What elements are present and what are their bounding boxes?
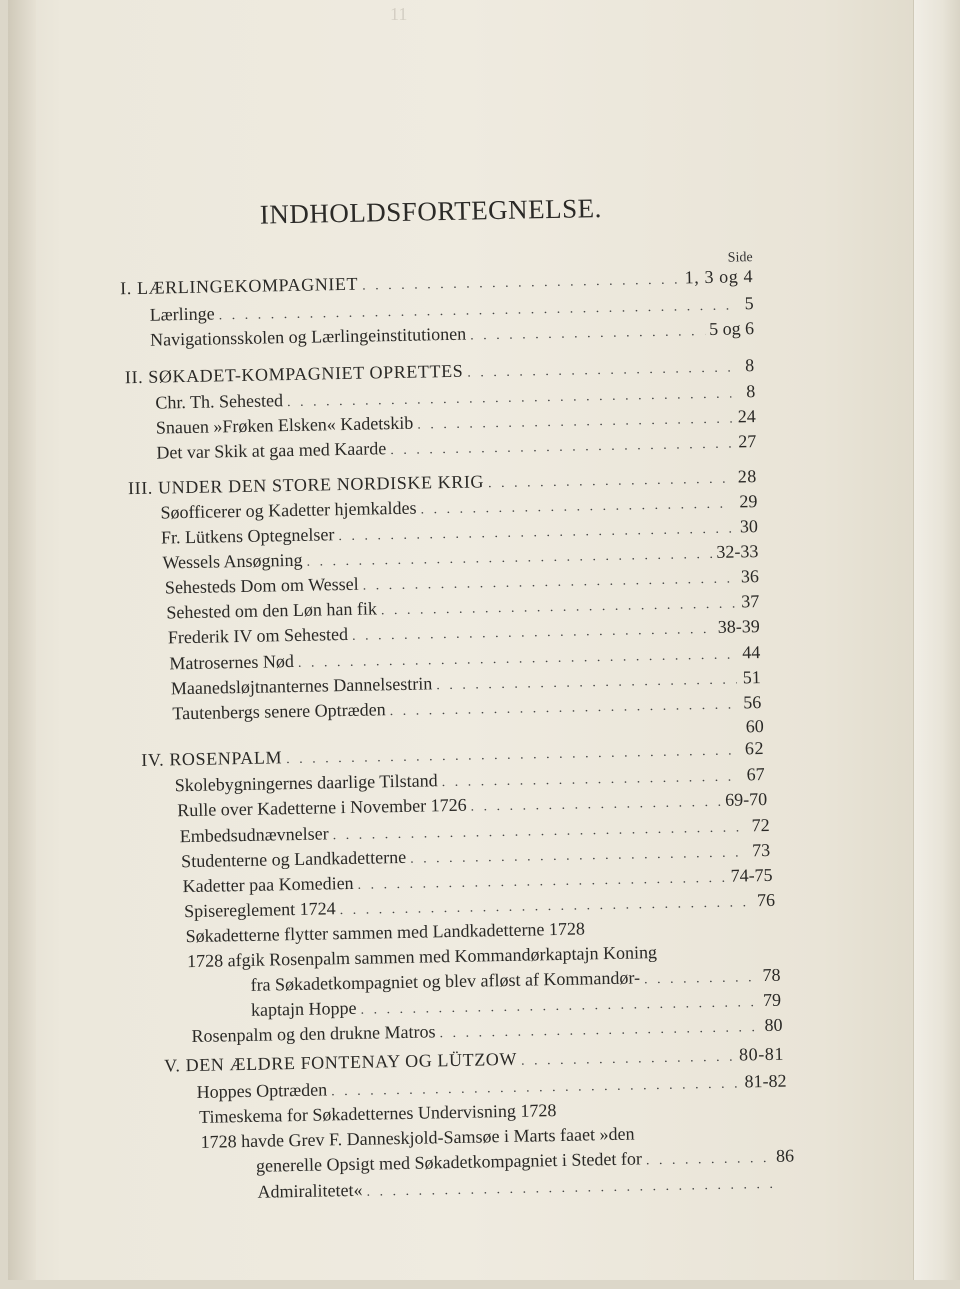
chapter-number: V. [164,1055,181,1075]
entry-label: Timeskema for Søkadetternes Undervisning 1728 [199,1100,557,1128]
leader-dots [560,1112,765,1116]
entry-label: Chr. Th. Sehested [155,390,283,413]
leader-dots [467,361,731,382]
entry-label: LÆRLINGEKOMPAGNIET [137,274,358,298]
entry-page: 27 [736,431,756,452]
entry-label: Admiralitetet« [257,1180,362,1203]
leader-dots [390,437,732,460]
entry-page: 8 [735,381,755,402]
entry-page: 38-39 [718,616,760,638]
leader-dots [366,1177,773,1201]
entry-label: Sehested om den Løn han fik [166,598,377,623]
entry-page: 37 [739,591,759,612]
entry-label: Lærlinge [150,303,215,325]
entry-page: 51 [741,667,761,688]
leader-dots [417,412,732,434]
leader-dots [360,995,757,1019]
leader-dots [661,956,753,958]
chapter-number: IV. [141,750,164,770]
entry-page: 30 [738,516,758,537]
leader-dots [521,1050,735,1070]
entry-page: 29 [737,491,757,512]
leader-dots [470,795,721,816]
entry-label: Rosenpalm og den drukne Matros [191,1021,435,1047]
leader-dots [439,1020,758,1042]
leader-dots [488,472,733,493]
entry-label: ROSENPALM [169,747,282,769]
leader-dots [644,970,757,988]
entry-page: 28 [737,466,757,487]
entry-label: SØKADET-KOMPAGNIET OPRETTES [148,361,463,387]
leader-dots [381,597,736,620]
leader-dots [639,1137,767,1139]
entry-page: 74-75 [730,865,772,887]
entry-page: 44 [740,642,760,663]
bleed-through-page-number: 11 [390,4,407,25]
leader-dots [442,769,741,791]
entry-label: Spisereglement 1724 [184,898,336,922]
entry-page: 32-33 [716,541,758,563]
entry-label: 1728 havde Grev F. Danneskjold-Samsøe i Marts faaet »den [200,1124,634,1153]
entry-label: Frederik IV om Sehested [168,624,349,648]
entry-label: Rulle over Kadetterne i November 1726 [177,795,467,822]
entry-page: 73 [750,840,770,861]
entry-page: 56 [741,692,761,713]
entry-label: Kadetter paa Komedien [182,873,353,897]
leader-dots [470,324,705,345]
entry-page: 81-82 [744,1071,786,1093]
entry-page: 8 [735,355,755,376]
leader-dots [338,522,734,546]
entry-page: 62 [744,738,764,759]
entry-label: Studenterne og Landkadetterne [181,847,406,872]
leader-dots [286,743,740,768]
entry-label: Søkadetterne flytter sammen med Landkadetterne 1728 [185,918,585,947]
entry-label: Det var Skik at gaa med Kaarde [156,438,386,463]
entry-page: 76 [755,890,775,911]
entry-page: 67 [744,764,764,785]
page-column-header: Side [728,250,753,266]
entry-label: Tautenbergs senere Optræden [172,699,386,724]
entry-label: Navigationsskolen og Lærlingeinstitutionen [150,324,466,351]
entry-page: 5 og 6 [709,318,754,340]
leader-dots [420,497,733,519]
entry-label: Sehesteds Dom om Wessel [165,574,359,599]
entry-page: 60 [744,716,764,737]
leader-dots [646,1151,770,1169]
entry-page: 80 [762,1015,782,1036]
entry-label: UNDER DEN STORE NORDISKE KRIG [158,471,484,497]
entry-label: kaptajn Hoppe [251,998,357,1021]
page-title: INDHOLDSFORTEGNELSE. [260,193,603,231]
chapter-number: III. [128,478,153,498]
leader-dots [589,931,752,934]
entry-page: 69-70 [725,789,767,811]
leader-dots [352,622,714,645]
entry-label: Snauen »Frøken Elsken« Kadetskib [156,413,414,439]
entry-page: 5 [733,293,753,314]
chapter-number: II. [125,367,144,387]
entry-page: 36 [739,566,759,587]
entry-label: Søofficerer og Kadetter hjemkaldes [160,498,416,524]
entry-page: 72 [749,815,769,836]
leader-dots [357,871,726,894]
entry-page: 79 [761,990,781,1011]
entry-page: 24 [736,406,756,427]
leader-dots [410,845,746,867]
entry-page: 80-81 [739,1044,784,1066]
entry-page: 1, 3 og 4 [684,266,753,288]
entry-page: 86 [774,1145,794,1166]
entry-label: 1728 afgik Rosenpalm sammen med Kommandørkaptajn Koning [187,942,657,972]
entry-label: Embedsudnævnelser [180,823,329,847]
chapter-number: I. [120,278,132,298]
leader-dots [363,572,736,595]
entry-label: Skolebygningernes daarlige Tilstand [175,770,438,796]
entry-label: DEN ÆLDRE FONTENAY OG LÜTZOW [185,1049,517,1075]
leader-dots [362,273,681,295]
entry-label: Hoppes Optræden [196,1079,327,1103]
entry-label: fra Søkadetkompagniet og blev afløst af Kommandør- [250,967,640,995]
entry-label: Wessels Ansøgning [162,550,302,574]
entry-label: Maanedsløjtnanternes Dannelsestrin [171,673,433,699]
entry-label: generelle Opsigt med Søkadetkompagniet i Stedet for [256,1148,642,1176]
leader-dots [436,673,737,695]
entry-page: 78 [760,965,780,986]
entry-label: Matrosernes Nød [169,651,294,674]
entry-label: Fr. Lütkens Optegnelser [161,524,335,548]
